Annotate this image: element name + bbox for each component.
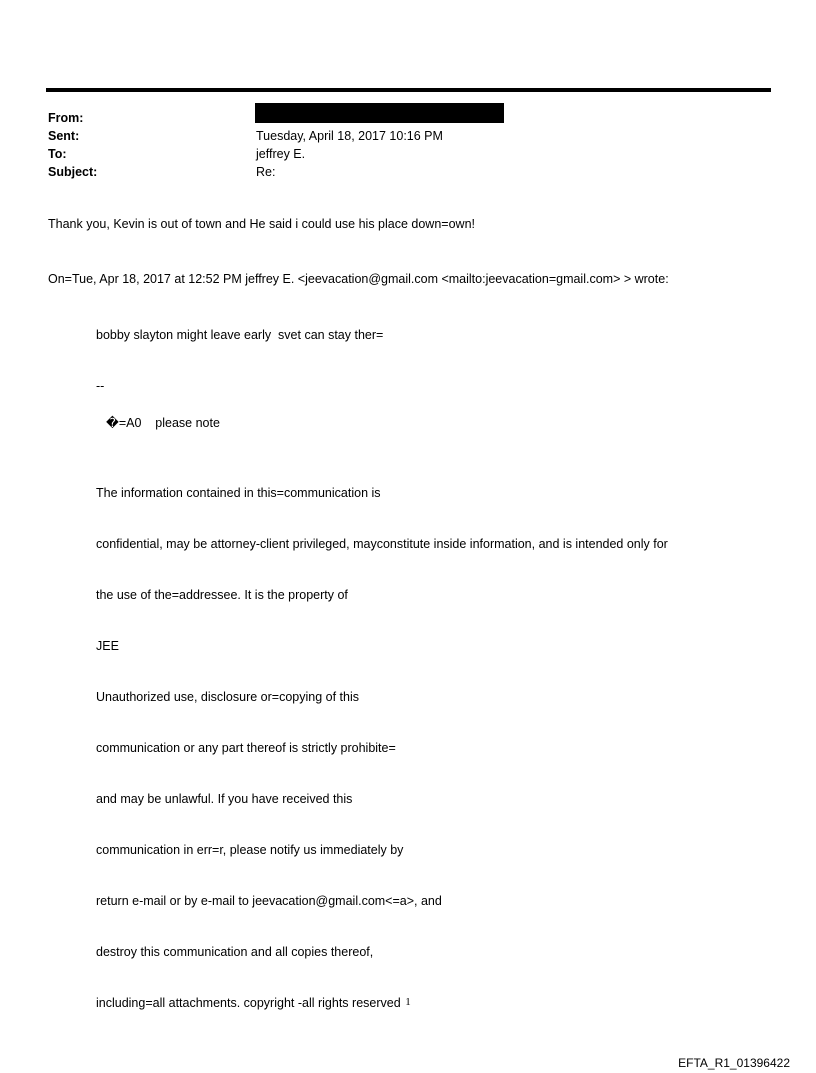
sent-value: Tuesday, April 18, 2017 10:16 PM [256,129,443,143]
signature-separator: -- [96,379,105,393]
disclaimer-line: communication or any part thereof is strictly prohibite= [96,741,396,755]
page-number: 1 [405,996,411,1008]
disclaimer-line: including=all attachments. copyright -all rights reserved [96,996,401,1010]
bates-number: EFTA_R1_01396422 [678,1056,790,1070]
email-header [48,109,748,181]
sent-label: Sent: [48,129,80,143]
subject-row [48,163,748,181]
disclaimer-line: return e-mail or by e-mail to jeevacation@gmail.com<=a>, and [96,894,442,908]
to-value: jeffrey E. [256,147,306,161]
header-rule [46,88,771,92]
disclaimer-line: confidential, may be attorney-client privileged, mayconstitute inside information, and is intended only for [96,537,668,551]
quote-header: On=Tue, Apr 18, 2017 at 12:52 PM jeffrey E. <jeevacation@gmail.com <mailto:jeevacation=gmail.com> > wrote: [48,272,669,286]
from-label: From: [48,111,84,125]
disclaimer [96,451,668,1029]
from-row [48,109,748,127]
redaction-bar [255,103,504,123]
subject-value: Re: [256,165,276,179]
subject-label: Subject: [48,165,98,179]
to-row [48,145,748,163]
sent-row [48,127,748,145]
please-note: �=A0 please note [106,416,220,430]
disclaimer-line: the use of the=addressee. It is the property of [96,588,348,602]
disclaimer-line: JEE [96,639,119,653]
reply-text: Thank you, Kevin is out of town and He said i could use his place down=own! [48,217,475,231]
disclaimer-line: The information contained in this=communication is [96,486,381,500]
disclaimer-line: Unauthorized use, disclosure or=copying of this [96,690,359,704]
disclaimer-line: and may be unlawful. If you have received this [96,792,353,806]
quoted-message: bobby slayton might leave early svet can stay ther= [96,328,384,342]
disclaimer-line: communication in err=r, please notify us immediately by [96,843,404,857]
disclaimer-line: destroy this communication and all copies thereof, [96,945,374,959]
to-label: To: [48,147,67,161]
